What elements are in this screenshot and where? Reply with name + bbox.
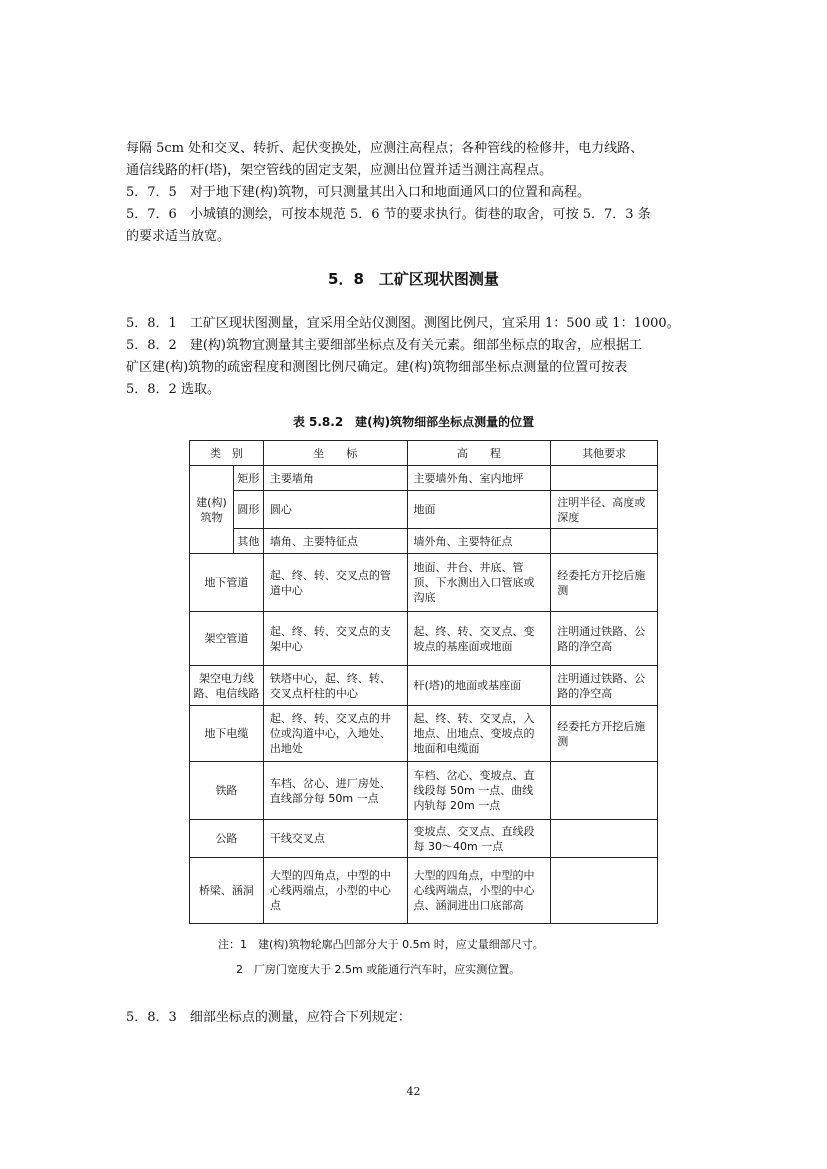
cell-coordinate: 起、终、转、交叉点的支架中心 — [263, 612, 407, 666]
table-note-1: 注：1 建(构)筑物轮廓凸凹部分大于 0.5m 时，应丈量细部尺寸。 — [218, 938, 544, 951]
cell-building-category: 建(构)筑物 — [190, 466, 234, 554]
cell-coordinate: 车档、岔心、进厂房处、直线部分每 50m 一点 — [263, 762, 407, 820]
clause-5-8-2-c: 5．8．2 选取。 — [126, 382, 220, 397]
cell-category: 桥梁、涵洞 — [190, 858, 264, 924]
clause-5-7-6-a: 5．7．6 小城镇的测绘，可按本规范 5．6 节的要求执行。街巷的取舍，可按 5．7．3 条 — [126, 207, 651, 222]
cell-category: 架空电力线路、电信线路 — [190, 666, 264, 706]
cell-elevation: 大型的四角点，中型的中心线两端点，小型的中心点、涵洞进出口底部高 — [407, 858, 551, 924]
cell-elevation: 车档、岔心、变坡点、直线段每 50m 一点、曲线内轨每 20m 一点 — [407, 762, 551, 820]
table-row — [190, 666, 658, 706]
section-title: 5．8 工矿区现状图测量 — [328, 270, 499, 288]
cell-other: 经委托方开挖后施测 — [551, 554, 658, 612]
cell-category: 公路 — [190, 820, 264, 858]
table-title: 表 5.8.2 建(构)筑物细部坐标点测量的位置 — [292, 415, 535, 429]
measurement-table — [189, 440, 658, 924]
cell-elevation: 主要墙外角、室内地坪 — [407, 466, 551, 491]
table-row — [190, 529, 658, 554]
cell-coordinate: 起、终、转、交叉点的管道中心 — [263, 554, 407, 612]
table-row — [190, 820, 658, 858]
clause-5-8-3: 5．8．3 细部坐标点的测量，应符合下列规定： — [126, 1010, 411, 1025]
clause-5-8-2-a: 5．8．2 建(构)筑物宜测量其主要细部坐标点及有关元素。细部坐标点的取舍，应根据工 — [126, 338, 642, 353]
cell-category: 架空管道 — [190, 612, 264, 666]
cell-coordinate: 大型的四角点，中型的中心线两端点，小型的中心点 — [263, 858, 407, 924]
cell-elevation: 变坡点、交叉点、直线段每 30～40m 一点 — [407, 820, 551, 858]
intro-line-2: 通信线路的杆(塔)，架空管线的固定支架，应测出位置并适当测注高程点。 — [126, 163, 553, 178]
table-row — [190, 466, 658, 491]
cell-subcategory: 圆形 — [233, 491, 263, 529]
intro-line-1: 每隔 5cm 处和交叉、转折、起伏变换处，应测注高程点；各种管线的检修井，电力线路、 — [126, 141, 644, 156]
cell-elevation: 起、终、转、交叉点、变坡点的基座面或地面 — [407, 612, 551, 666]
cell-category: 铁路 — [190, 762, 264, 820]
header-category: 类 别 — [190, 441, 264, 466]
cell-other: 经委托方开挖后施测 — [551, 706, 658, 762]
table-row — [190, 612, 658, 666]
clause-5-8-2-b: 矿区建(构)筑物的疏密程度和测图比例尺确定。建(构)筑物细部坐标点测量的位置可按表 — [126, 360, 628, 375]
cell-other: 注明通过铁路、公路的净空高 — [551, 612, 658, 666]
cell-elevation: 墙外角、主要特征点 — [407, 529, 551, 554]
table-row — [190, 706, 658, 762]
intro-text — [126, 138, 702, 248]
header-coordinate: 坐 标 — [263, 441, 407, 466]
table-header-row — [190, 441, 658, 466]
table-note-2: 2 厂房门宽度大于 2.5m 或能通行汽车时，应实测位置。 — [236, 963, 521, 976]
cell-elevation: 地面 — [407, 491, 551, 529]
cell-coordinate: 干线交叉点 — [263, 820, 407, 858]
cell-coordinate: 起、终、转、交叉点的井位或沟道中心，入地处、出地处 — [263, 706, 407, 762]
cell-other — [551, 762, 658, 820]
table-row — [190, 858, 658, 924]
cell-subcategory: 其他 — [233, 529, 263, 554]
cell-coordinate: 圆心 — [263, 491, 407, 529]
header-elevation: 高 程 — [407, 441, 551, 466]
cell-category: 地下电缆 — [190, 706, 264, 762]
page-number: 42 — [406, 1085, 421, 1098]
cell-category: 地下管道 — [190, 554, 264, 612]
cell-other — [551, 466, 658, 491]
cell-coordinate: 铁塔中心，起、终、转、交叉点杆柱的中心 — [263, 666, 407, 706]
header-other: 其他要求 — [551, 441, 658, 466]
cell-coordinate: 墙角、主要特征点 — [263, 529, 407, 554]
cell-other — [551, 529, 658, 554]
clause-5-8-1: 5．8．1 工矿区现状图测量，宜采用全站仪测图。测图比例尺，宜采用 1：500 或 1：1000。 — [126, 316, 680, 331]
cell-elevation: 地面、井台、井底、管顶、下水测出入口管底或沟底 — [407, 554, 551, 612]
clause-5-7-6-b: 的要求适当放宽。 — [126, 229, 231, 244]
cell-elevation: 起、终、转、交叉点，入地点、出地点、变坡点的地面和电缆面 — [407, 706, 551, 762]
cell-elevation: 杆(塔)的地面或基座面 — [407, 666, 551, 706]
clause-5-7-5: 5．7．5 对于地下建(构)筑物，可只测量其出入口和地面通风口的位置和高程。 — [126, 185, 590, 200]
table-row — [190, 762, 658, 820]
cell-coordinate: 主要墙角 — [263, 466, 407, 491]
cell-other: 注明半径、高度或深度 — [551, 491, 658, 529]
cell-other — [551, 820, 658, 858]
section-body — [126, 313, 702, 401]
cell-other — [551, 858, 658, 924]
cell-other: 注明通过铁路、公路的净空高 — [551, 666, 658, 706]
cell-subcategory: 矩形 — [233, 466, 263, 491]
table-row — [190, 554, 658, 612]
table-row — [190, 491, 658, 529]
